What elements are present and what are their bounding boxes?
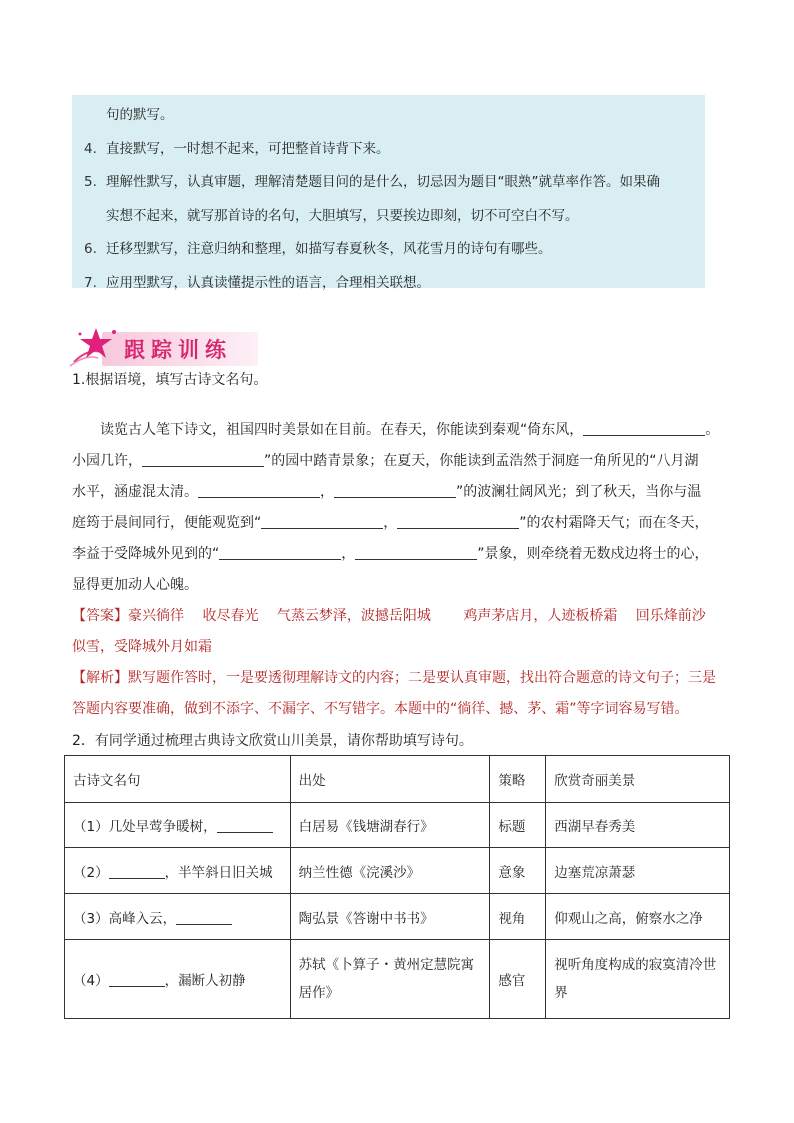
poem-line-cell: （3）高峰入云， — [65, 894, 291, 940]
passage-line: 读览古人笔下诗文，祖国四时美景如在目前。在春天，你能读到秦观“倚东风， 。 — [100, 422, 720, 438]
answer-blank[interactable] — [583, 420, 705, 436]
analysis-line: 【解析】默写题作答时，一是要透彻理解诗文的内容；二是要认真审题，找出符合题意的诗文句子；三是 — [72, 670, 716, 686]
answer-blank[interactable] — [334, 482, 456, 498]
tip-line: 5. 理解性默写，认真审题，理解清楚题目问的是什么，切忌因为题目“眼熟”就草率作答。如果确 — [84, 174, 660, 190]
table-header: 出处 — [290, 756, 490, 803]
view-cell: 边塞荒凉萧瑟 — [546, 848, 730, 894]
answer-blank[interactable] — [217, 817, 273, 833]
table-header: 古诗文名句 — [65, 756, 291, 803]
strategy-cell: 意象 — [490, 848, 546, 894]
poem-table — [64, 755, 730, 1019]
answer-line: 似雪，受降城外月如霜 — [72, 639, 212, 655]
tip-line: 7. 应用型默写，认真读懂提示性的语言，合理相关联想。 — [84, 274, 430, 291]
source-cell: 苏轼《卜算子・黄州定慧院寓居作》 — [290, 940, 490, 1019]
answer-blank[interactable] — [355, 544, 477, 560]
view-cell: 仰观山之高，俯察水之净 — [546, 894, 730, 940]
answer-line: 【答案】豪兴徜徉 收尽春光 气蒸云梦泽，波撼岳阳城 鸡声茅店月，人迹板桥霜 回乐烽前沙 — [72, 608, 706, 624]
poem-line-cell: （1）几处早莺争暖树， — [65, 803, 291, 848]
passage-line: 显得更加动人心魄。 — [72, 577, 198, 593]
view-cell: 西湖早春秀美 — [546, 803, 730, 848]
section-badge — [68, 322, 258, 370]
answer-blank[interactable] — [261, 513, 383, 529]
table-header-row — [65, 756, 730, 803]
table-row — [65, 848, 730, 894]
passage-line: 李益于受降城外见到的“ ， ”景象，则牵绕着无数戍边将士的心， — [72, 546, 709, 562]
strategy-cell: 标题 — [490, 803, 546, 848]
analysis-tag: 【解析】 — [72, 670, 128, 686]
view-cell: 视听角度构成的寂寞清冷世界 — [546, 940, 730, 1019]
table-row — [65, 894, 730, 940]
poem-line-cell: （2） ，半竿斜日旧关城 — [65, 848, 291, 894]
section-title: 跟踪训练 — [124, 338, 232, 362]
analysis-line: 答题内容要准确，做到不添字、不漏字、不写错字。本题中的“徜徉、撼、茅、霜”等字词容易写错。 — [72, 701, 689, 717]
tip-line: 句的默写。 — [106, 107, 174, 123]
table-row — [65, 803, 730, 848]
answer-blank[interactable] — [109, 971, 165, 987]
source-cell: 陶弘景《答谢中书书》 — [290, 894, 490, 940]
passage-line: 小园几许， ”的园中踏青景象；在夏天，你能读到孟浩然于洞庭一角所见的“八月湖 — [72, 453, 699, 469]
strategy-cell: 感官 — [490, 940, 546, 1019]
answer-blank[interactable] — [176, 909, 232, 925]
star-icon — [68, 322, 128, 370]
answer-blank[interactable] — [397, 513, 519, 529]
source-cell: 纳兰性德《浣溪沙》 — [290, 848, 490, 894]
table-header: 欣赏奇丽美景 — [546, 756, 730, 803]
table-header: 策略 — [490, 756, 546, 803]
q1-passage — [72, 415, 722, 725]
passage-line: 庭筠于晨间同行，便能观览到“ ， ”的农村霜降天气；而在冬天， — [72, 515, 709, 531]
table-row — [65, 940, 730, 1019]
source-cell: 白居易《钱塘湖春行》 — [290, 803, 490, 848]
answer-tag: 【答案】 — [72, 608, 128, 624]
q1-title: 1.根据语境，填写古诗文名句。 — [72, 372, 268, 388]
answer-blank[interactable] — [109, 863, 165, 879]
tip-line: 6. 迁移型默写，注意归纳和整理，如描写春夏秋冬，风花雪月的诗句有哪些。 — [84, 241, 552, 257]
passage-line: 水平，涵虚混太清。 ， ”的波澜壮阔风光；到了秋天，当你与温 — [72, 484, 702, 500]
tip-line: 4. 直接默写，一时想不起来，可把整首诗背下来。 — [84, 140, 390, 157]
answer-blank[interactable] — [198, 482, 320, 498]
tip-line: 实想不起来，就写那首诗的名句，大胆填写，只要挨边即刻，切不可空白不写。 — [106, 207, 579, 224]
tips-box — [72, 95, 705, 291]
q2-title: 2．有同学通过梳理古典诗文欣赏山川美景，请你帮助填写诗句。 — [72, 733, 473, 749]
answer-blank[interactable] — [219, 544, 341, 560]
strategy-cell: 视角 — [490, 894, 546, 940]
answer-blank[interactable] — [142, 451, 264, 467]
poem-line-cell: （4） ，漏断人初静 — [65, 940, 291, 1019]
